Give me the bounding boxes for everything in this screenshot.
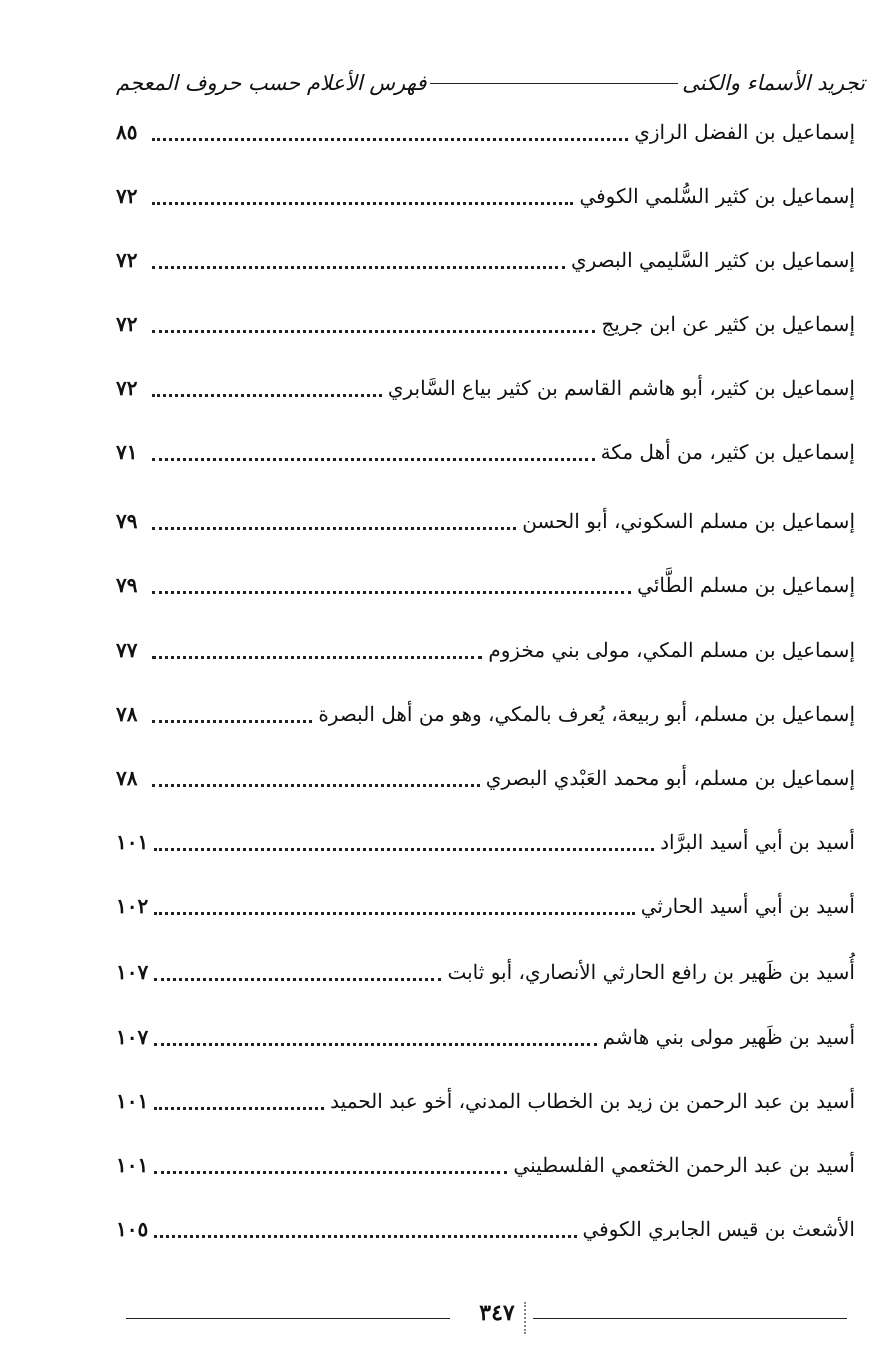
dot-leader [152,527,516,530]
index-entry [116,176,855,216]
index-entry [116,565,855,605]
entry-page: ٧٧ [116,638,138,662]
entry-name: إسماعيل بن مسلم المكي، مولى بني مخزوم [488,638,855,662]
header-rule [430,83,678,84]
entry-page: ٨٥ [116,120,138,144]
index-entry [116,758,855,798]
index-entry [116,501,855,541]
entry-page: ٧١ [116,440,138,464]
entry-page: ١٠١ [116,1153,149,1177]
page-footer [126,1298,847,1338]
entry-name: أُسيد بن ظَهير بن رافع الحارثي الأنصاري، أبو ثابت [447,960,855,984]
section-title: فهرس الأعلام حسب حروف المعجم [116,71,427,95]
entry-page: ١٠١ [116,1089,149,1113]
entry-name: إسماعيل بن مسلم، أبو محمد العَبْدي البصري [485,766,855,790]
index-entry [116,886,855,926]
book-title: تجريد الأسماء والكنى [682,71,865,95]
entry-page: ١٠١ [116,830,149,854]
dot-leader [152,202,573,205]
entry-name: إسماعيل بن كثير، من أهل مكة [600,440,855,464]
dot-leader [152,266,565,269]
entry-name: أسيد بن أبي أسيد الحارثي [640,894,855,918]
index-entry [116,1017,855,1057]
dot-leader [154,1107,324,1110]
entry-name: إسماعيل بن مسلم السكوني، أبو الحسن [522,509,855,533]
index-entry [116,1209,855,1249]
dot-leader [154,1171,507,1174]
running-header [116,66,865,100]
dot-leader [154,978,441,981]
dot-leader [152,394,382,397]
entry-page: ٧٨ [116,702,138,726]
dot-leader [154,912,635,915]
dot-leader [152,138,628,141]
entry-name: إسماعيل بن كثير، أبو هاشم القاسم بن كثير بياع السَّابري [387,376,855,400]
index-entry [116,304,855,344]
index-entry [116,952,855,992]
entry-page: ٧٩ [116,509,138,533]
dot-leader [154,848,654,851]
footer-rule-left [126,1318,450,1319]
entry-name: أسيد بن ظَهير مولى بني هاشم [602,1025,855,1049]
index-entry [116,112,855,152]
index-entry [116,432,855,472]
dot-leader [152,591,631,594]
entry-name: الأشعث بن قيس الجابري الكوفي [582,1217,855,1241]
dot-leader [152,720,312,723]
entry-name: إسماعيل بن مسلم، أبو ربيعة، يُعرف بالمكي، وهو من أهل البصرة [318,702,855,726]
entry-name: إسماعيل بن الفضل الرازي [634,120,855,144]
index-entry [116,630,855,670]
entry-name: إسماعيل بن كثير السُّلمي الكوفي [579,184,855,208]
dot-leader [152,784,480,787]
entry-name: إسماعيل بن مسلم الطَّائي [637,573,855,597]
dot-leader [152,330,595,333]
entry-name: أسيد بن عبد الرحمن بن زيد بن الخطاب المدني، أخو عبد الحميد [330,1089,855,1113]
entry-page: ١٠٢ [116,894,149,918]
entry-page: ٧٢ [116,184,138,208]
index-entry [116,240,855,280]
entry-page: ١٠٧ [116,1025,149,1049]
entry-page: ١٠٥ [116,1217,149,1241]
entry-page: ٧٢ [116,312,138,336]
index-entry [116,822,855,862]
entry-name: إسماعيل بن كثير السَّليمي البصري [570,248,855,272]
entry-name: إسماعيل بن كثير عن ابن جريج [601,312,855,336]
index-entry [116,1081,855,1121]
index-entry [116,1145,855,1185]
entry-page: ٧٢ [116,376,138,400]
footer-rule-right [533,1318,847,1319]
index-entry [116,694,855,734]
entry-page: ٧٨ [116,766,138,790]
page-number: ٣٤٧ [479,1300,515,1326]
entry-page: ١٠٧ [116,960,149,984]
entry-name: أسيد بن أبي أسيد البرَّاد [660,830,855,854]
dot-leader [152,458,595,461]
dot-leader [154,1043,596,1046]
dot-leader [152,656,482,659]
entry-name: أسيد بن عبد الرحمن الخثعمي الفلسطيني [513,1153,855,1177]
entry-page: ٧٩ [116,573,138,597]
index-entry [116,368,855,408]
dot-leader [154,1235,576,1238]
entry-page: ٧٢ [116,248,138,272]
